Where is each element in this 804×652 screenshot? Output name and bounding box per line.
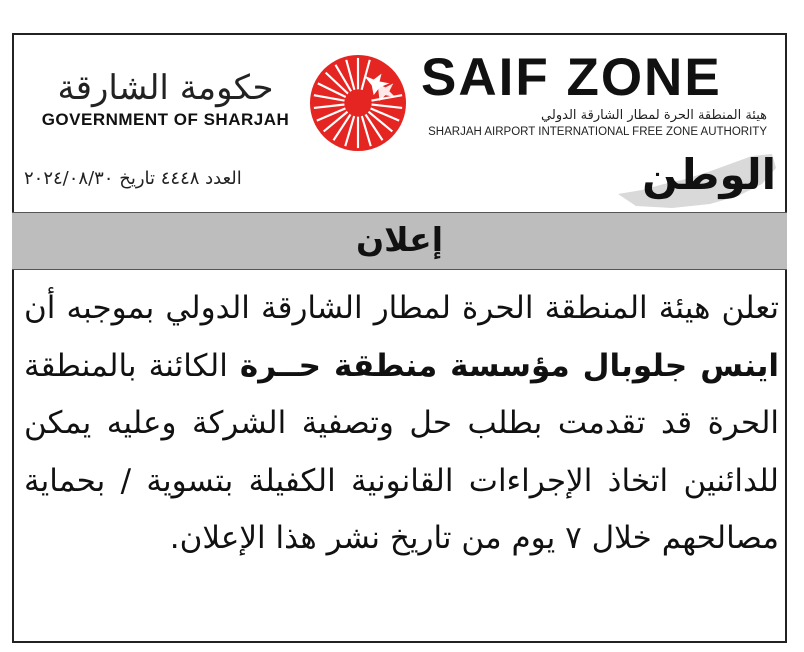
saif-zone-name-english: SHARJAH AIRPORT INTERNATIONAL FREE ZONE AUTHORITY xyxy=(428,126,767,138)
saif-zone-emblem-icon xyxy=(309,54,407,152)
newspaper-name: الوطن xyxy=(642,150,776,199)
government-name-arabic: حكومة الشارقة xyxy=(57,68,274,108)
company-name: اينس جلوبال مؤسسة منطقة حــرة xyxy=(239,347,779,384)
government-of-sharjah-logo xyxy=(38,68,293,130)
announcement-body xyxy=(24,280,779,568)
saif-zone-name-arabic: هيئة المنطقة الحرة لمطار الشارقة الدولي xyxy=(541,108,767,123)
announcement-banner xyxy=(12,212,787,270)
government-name-english: GOVERNMENT OF SHARJAH xyxy=(41,110,290,129)
saif-zone-title: SAIF ZONE xyxy=(421,48,722,107)
announcement-title: إعلان xyxy=(355,220,444,259)
issue-number-date: العدد ٤٤٤٨ تاريخ ٢٠٢٤/٠٨/٣٠ xyxy=(24,168,242,189)
announcement-text-part1: تعلن هيئة المنطقة الحرة لمطار الشارقة الدولي بموجبه أن xyxy=(24,290,779,326)
announcement-text-part2: الكائنة بالمنطقة الحرة قد تقدمت بطلب حل وتصفية الشركة وعليه يمكن للدائنين اتخاذ الإجراءات القانونية الكفيلة بتسوية / بحماية مصالحهم خلال ٧ يوم من تاريخ نشر هذا الإعلان. xyxy=(24,347,779,556)
